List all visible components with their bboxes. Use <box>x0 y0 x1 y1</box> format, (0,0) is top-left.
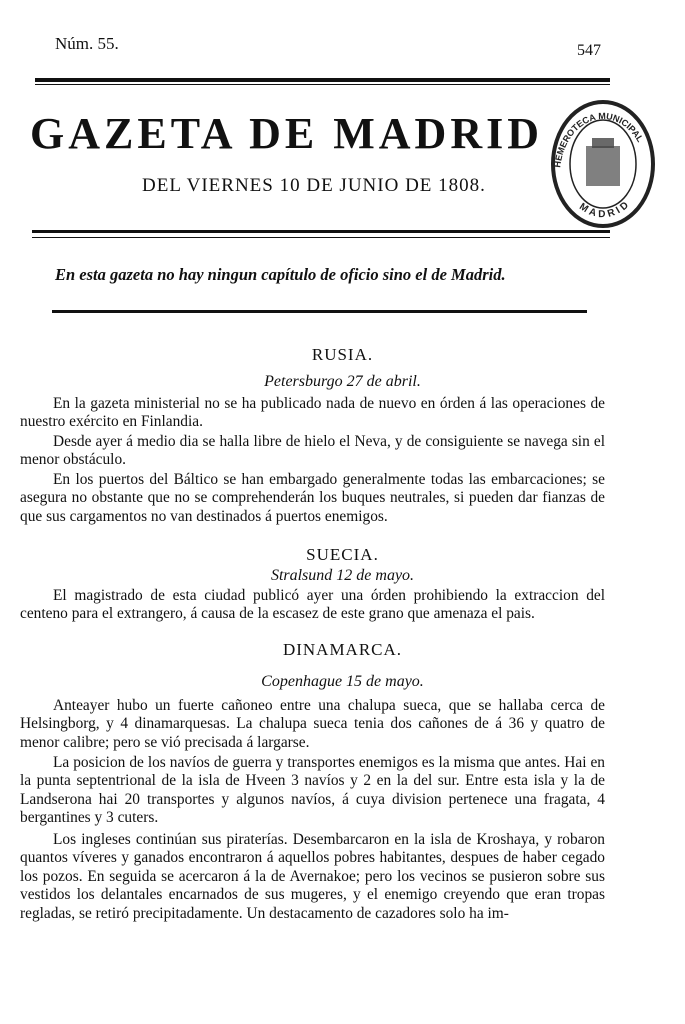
dateline-stralsund: Stralsund 12 de mayo. <box>270 567 415 584</box>
notice-rule <box>52 310 587 313</box>
paragraph: Los ingleses continúan sus piraterías. Desembarcaron en la isla de Kroshaya, y robaron quantos víveres y ganados encontraron á aquellos pobres habitantes, despues de haber cegado los pozos. En seguida se acercaron á la de Avernakoe; pero los vecinos se pusieron sobre sus vestidos los delantales encarnados de sus mugeres, y el enemigo creyendo que eran tropas regladas, se retiró precipitadamente. Un destacamento de cazadores solo ha im- <box>20 831 605 922</box>
library-stamp <box>548 94 658 234</box>
top-rule <box>35 78 610 82</box>
section-heading-dinamarca: DINAMARCA. <box>282 640 403 659</box>
svg-text:HEMEROTECA MUNICIPAL: HEMEROTECA MUNICIPAL <box>552 110 646 169</box>
masthead-rule <box>32 230 610 233</box>
section-heading-rusia: RUSIA. <box>311 345 374 364</box>
issue-number: Núm. 55. <box>55 34 119 53</box>
paragraph: En los puertos del Báltico se han embargado generalmente todas las embarcaciones; se asegura no obstante que no se comprehenderán los buques neutrales, si pueden dar fianzas de que sus cargamentos no van destinados á puertos enemigos. <box>20 471 605 525</box>
official-notice: En esta gazeta no hay ningun capítulo de oficio sino el de Madrid. <box>55 265 506 284</box>
svg-text:MADRID: MADRID <box>577 198 634 221</box>
paragraph: Anteayer hubo un fuerte cañoneo entre una chalupa sueca, que se hallaba cerca de Helsingborg, y 4 dinamarquesas. La chalupa sueca tenia dos cañones de á 36 y quatro de menor calibre; pero se vió precisada á largarse. <box>20 697 605 751</box>
dateline-petersburgo: Petersburgo 27 de abril. <box>264 373 421 390</box>
section-heading-suecia: SUECIA. <box>306 545 379 564</box>
page-number: 547 <box>577 42 601 59</box>
issue-date: DEL VIERNES 10 DE JUNIO DE 1808. <box>142 175 486 196</box>
paragraph: Desde ayer á medio dia se halla libre de hielo el Neva, y de consiguiente se navega sin el menor obstáculo. <box>20 433 605 469</box>
masthead-title: GAZETA DE MADRID <box>30 109 544 158</box>
masthead-rule-thin <box>32 237 610 238</box>
dateline-copenhague: Copenhague 15 de mayo. <box>261 673 424 690</box>
paragraph: La posicion de los navíos de guerra y transportes enemigos es la misma que antes. Hai en la punta septentrional de la isla de Hveen 3 navíos y 2 en la del sur. Entre esta isla y la de Landserona hai 20 transportes y algunos navíos, á cuya division pertenece una fragata, 4 bergantines y 3 cuters. <box>20 754 605 827</box>
top-rule-thin <box>35 84 610 85</box>
paragraph: El magistrado de esta ciudad publicó ayer una órden prohibiendo la extraccion del centeno para el extrangero, á causa de la escasez de este grano que amenaza el pais. <box>20 587 605 623</box>
paragraph: En la gazeta ministerial no se ha publicado nada de nuevo en órden á las operaciones de nuestro exército en Finlandia. <box>20 395 605 431</box>
